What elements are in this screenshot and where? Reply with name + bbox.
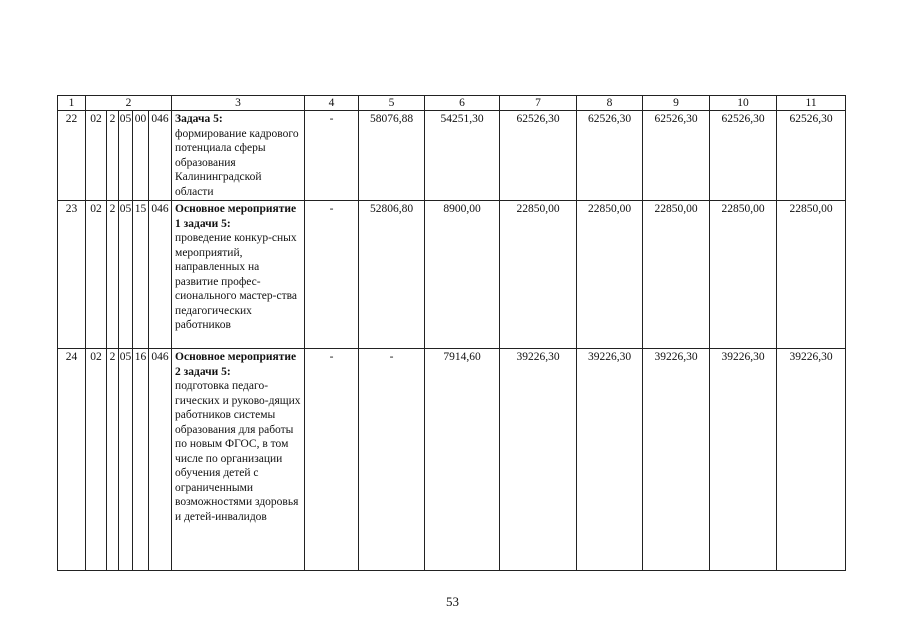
- header-col-5: 5: [359, 96, 425, 111]
- cell-col-5: -: [359, 349, 425, 571]
- code-section: 05: [119, 349, 133, 571]
- cell-col-9: 62526,30: [643, 111, 710, 201]
- header-col-10: 10: [710, 96, 777, 111]
- header-col-11: 11: [777, 96, 846, 111]
- header-col-3: 3: [172, 96, 305, 111]
- page-number: 53: [446, 594, 459, 609]
- code-section: 05: [119, 111, 133, 201]
- code-program: 02: [86, 111, 107, 201]
- cell-col-11: 62526,30: [777, 111, 846, 201]
- code-subprogram: 2: [107, 201, 119, 349]
- code-event: 16: [133, 349, 149, 571]
- table-row: [58, 349, 846, 571]
- cell-col-7: 22850,00: [500, 201, 577, 349]
- cell-col-7: 39226,30: [500, 349, 577, 571]
- header-row: [58, 96, 846, 111]
- code-admin: 046: [149, 111, 172, 201]
- task-description: [172, 201, 305, 349]
- cell-col-9: 39226,30: [643, 349, 710, 571]
- code-program: 02: [86, 349, 107, 571]
- task-title: Основное мероприятие 2 задачи 5:: [175, 351, 297, 378]
- code-admin: 046: [149, 201, 172, 349]
- cell-col-4: -: [305, 349, 359, 571]
- cell-col-11: 39226,30: [777, 349, 846, 571]
- task-description: [172, 111, 305, 201]
- task-text: проведение конкур-сных мероприятий, направленных на развитие профес-сионального мастер-ства педагогических работников: [175, 232, 297, 331]
- header-col-4: 4: [305, 96, 359, 111]
- header-col-1: 1: [58, 96, 86, 111]
- cell-col-6: 7914,60: [425, 349, 500, 571]
- code-subprogram: 2: [107, 349, 119, 571]
- cell-col-10: 62526,30: [710, 111, 777, 201]
- cell-col-10: 39226,30: [710, 349, 777, 571]
- row-number: 24: [58, 349, 86, 571]
- row-number: 22: [58, 111, 86, 201]
- cell-col-6: 8900,00: [425, 201, 500, 349]
- task-title: Задача 5:: [175, 113, 223, 125]
- cell-col-8: 39226,30: [577, 349, 643, 571]
- cell-col-4: -: [305, 111, 359, 201]
- cell-col-6: 54251,30: [425, 111, 500, 201]
- header-col-9: 9: [643, 96, 710, 111]
- header-col-6: 6: [425, 96, 500, 111]
- code-subprogram: 2: [107, 111, 119, 201]
- task-text: подготовка педаго-гических и руково-дящих работников системы образования для работы по новым ФГОС, в том числе по организации обучения детей с ограниченными возможностями здоровья и детей-инвалидов: [175, 380, 301, 523]
- cell-col-7: 62526,30: [500, 111, 577, 201]
- code-program: 02: [86, 201, 107, 349]
- cell-col-11: 22850,00: [777, 201, 846, 349]
- header-col-7: 7: [500, 96, 577, 111]
- header-col-8: 8: [577, 96, 643, 111]
- cell-col-9: 22850,00: [643, 201, 710, 349]
- task-title: Основное мероприятие 1 задачи 5:: [175, 203, 297, 230]
- code-event: 15: [133, 201, 149, 349]
- cell-col-8: 22850,00: [577, 201, 643, 349]
- cell-col-10: 22850,00: [710, 201, 777, 349]
- budget-table: [57, 95, 846, 571]
- code-section: 05: [119, 201, 133, 349]
- task-text: формирование кадрового потенциала сферы образования Калининградской области: [175, 127, 299, 198]
- cell-col-8: 62526,30: [577, 111, 643, 201]
- cell-col-4: -: [305, 201, 359, 349]
- code-event: 00: [133, 111, 149, 201]
- code-admin: 046: [149, 349, 172, 571]
- cell-col-5: 52806,80: [359, 201, 425, 349]
- header-col-2: 2: [86, 96, 172, 111]
- table-row: [58, 201, 846, 349]
- cell-col-5: 58076,88: [359, 111, 425, 201]
- table-row: [58, 111, 846, 201]
- row-number: 23: [58, 201, 86, 349]
- task-description: [172, 349, 305, 571]
